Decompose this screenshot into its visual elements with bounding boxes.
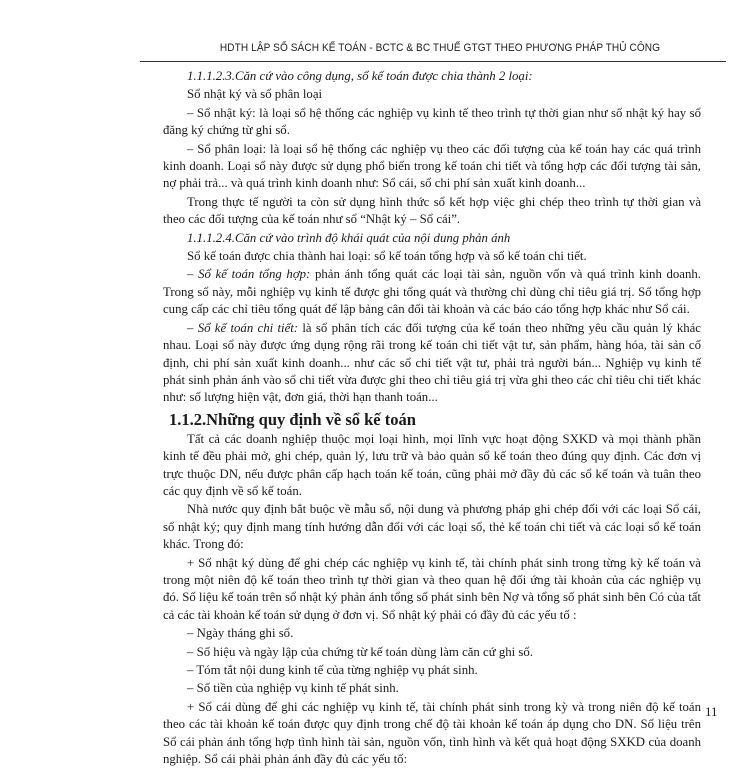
paragraph: + Sổ cái dùng để ghi các nghiệp vụ kinh tế, tài chính phát sinh trong kỳ và trong niên độ kế toán theo các tài khoản kế toán được quy định trong chế độ tài khoản kế toán áp dụng cho DN. Số liệu trên Sổ cái phản ánh tổng hợp tình hình tài sản, nguồn vốn, tình hình và kết quả hoạt động SXKD của doanh nghiệp. Sổ cái phải phản ánh đầy đủ các yếu tố:	[163, 699, 701, 767]
paragraph: – Tóm tắt nội dung kinh tế của từng nghiệp vụ phát sinh.	[187, 663, 478, 677]
paragraph: Sổ kế toán được chia thành hai loại: sổ kế toán tổng hợp và sổ kế toán chi tiết.	[187, 249, 587, 264]
paragraph	[163, 320, 701, 407]
term-definition: là sổ phân tích các đối tượng của kế toán theo những yêu cầu quản lý khác nhau. Loại sổ này được ứng dụng rộng rãi trong kế toán chi tiết vật tư, sản phẩm, hàng hóa, tài sản cố định, chi phí sản xuất kinh doanh... như các sổ chi tiết vật tư, phải trả người bán... Nghiệp vụ kinh tế phát sinh phản ánh vào sổ chi tiết vừa được ghi theo chỉ tiêu giá trị vừa ghi theo các chỉ tiêu chi tiết khác như: số lượng hiện vật, đơn giá, thời hạn thanh toán...	[163, 320, 701, 405]
subsection-title: 1.1.1.2.4.Căn cứ vào trình độ khái quát của nội dung phản ánh	[187, 230, 511, 245]
paragraph: – Số tiền của nghiệp vụ kinh tế phát sinh.	[187, 681, 399, 696]
paragraph: – Ngày tháng ghi sổ.	[187, 626, 294, 641]
paragraph	[163, 266, 701, 318]
header-rule	[140, 61, 726, 62]
paragraph: Trong thực tế người ta còn sử dụng hình thức sổ kết hợp việc ghi chép theo trình tự thời gian và theo các đối tượng của kế toán như sổ “Nhật ký – Sổ cái”.	[163, 194, 701, 227]
paragraph: Nhà nước quy định bắt buộc về mẫu sổ, nội dung và phương pháp ghi chép đối với các loại Sổ cái, sổ nhật ký; quy định mang tính hướng dẫn đối với các loại sổ, thẻ kế toán chi tiết và các loại sổ kế toán khác. Trong đó:	[163, 502, 701, 552]
paragraph: – Sổ nhật ký: là loại sổ hệ thống các nghiệp vụ kinh tế theo trình tự thời gian như sổ nhật ký hay sổ đăng ký chứng từ ghi sổ.	[163, 105, 701, 138]
term-definition: phản ánh tổng quát các loại tài sản, nguồn vốn và quá trình kinh doanh. Trong sổ này, mỗi nghiệp vụ kinh tế được ghi tổng quát và thường chỉ dùng chỉ tiêu giá trị. Sổ tổng hợp cung cấp các chỉ tiêu tổng quát để lập bảng cân đối tài khoản và các báo cáo tổng hợp khác như Sổ cái.	[163, 267, 701, 317]
paragraph: Sổ nhật ký và sổ phân loại	[187, 87, 323, 102]
section-heading: 1.1.2.Những quy định về sổ kế toán	[169, 409, 416, 429]
term-lead: – Sổ kế toán tổng hợp:	[187, 267, 311, 282]
term-lead: – Sổ kế toán chi tiết:	[187, 320, 299, 335]
paragraph: + Sổ nhật ký dùng để ghi chép các nghiệp vụ kinh tế, tài chính phát sinh trong từng kỳ kế toán và trong một niên độ kế toán theo trình tự thời gian và theo quan hệ đối ứng tài khoản của các nghiệp vụ đó. Số liệu kế toán trên sổ nhật ký phản ánh tổng số phát sinh bên Nợ và tổng số phát sinh bên Có của tất cả các tài khoản kế toán sử dụng ở đơn vị. Sổ nhật ký phải có đầy đủ các yếu tố :	[163, 555, 701, 622]
running-header: HDTH LẬP SỔ SÁCH KẾ TOÁN - BCTC & BC THUẾ GTGT THEO PHƯƠNG PHÁP THỦ CÔNG	[219, 42, 661, 54]
paragraph: Tất cả các doanh nghiệp thuộc mọi loại hình, mọi lĩnh vực hoạt động SXKD và mọi thành phần kinh tế đều phải mở, ghi chép, quản lý, lưu trữ và bảo quản sổ kế toán theo đúng quy định. Các đơn vị trực thuộc DN, nếu được phân cấp hạch toán kế toán, cũng phải mở đầy đủ các sổ kế toán và tuân theo các quy định về sổ kế toán.	[163, 431, 701, 498]
page-body	[163, 68, 701, 769]
page-number: 11	[705, 704, 718, 719]
paragraph: – Số hiệu và ngày lập của chứng từ kế toán dùng làm căn cứ ghi sổ.	[187, 644, 533, 659]
paragraph: – Sổ phân loại: là loại sổ hệ thống các nghiệp vụ theo các đối tượng của kế toán hay các quá trình kinh doanh. Loại sổ này được sử dụng phổ biến trong kế toán chi tiết và tổng hợp các đối tượng tài sản, nợ phải trả... và quá trình kinh doanh như: Sổ cái, sổ chi phí sản xuất kinh doanh...	[163, 141, 701, 191]
subsection-title: 1.1.1.2.3.Căn cứ vào công dụng, sổ kế toán được chia thành 2 loại:	[187, 69, 533, 83]
